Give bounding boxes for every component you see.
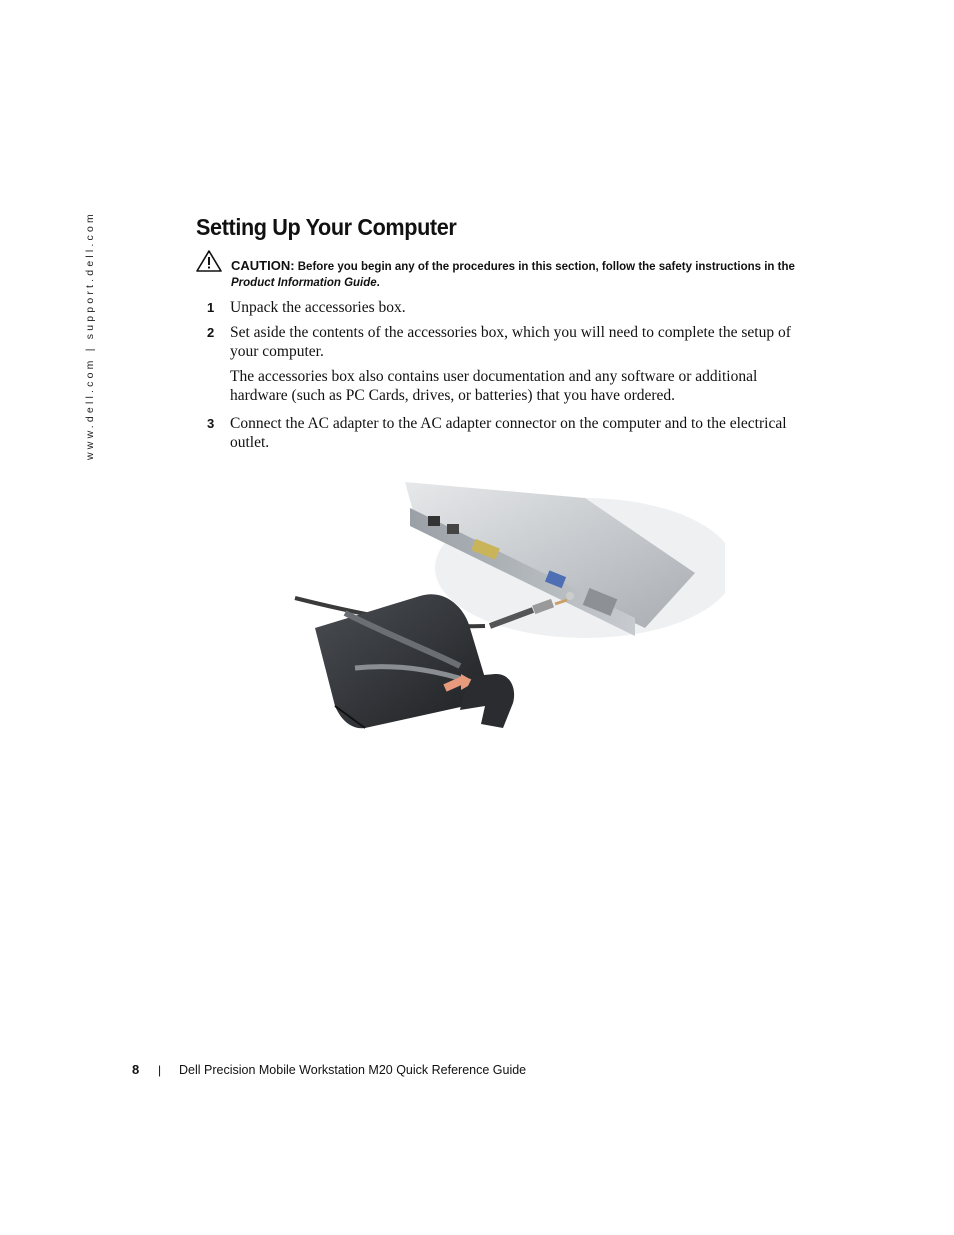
step-number: 2 xyxy=(207,325,215,340)
footer-guide-title: Dell Precision Mobile Workstation M20 Quick Reference Guide xyxy=(179,1063,527,1077)
section-title: Setting Up Your Computer xyxy=(196,214,457,240)
step-number: 1 xyxy=(207,300,215,315)
footer-separator: | xyxy=(158,1063,162,1077)
caution-icon xyxy=(195,249,223,273)
sidebar-url: www.dell.com | support.dell.com xyxy=(84,211,96,460)
caution-note: CAUTION: Before you begin any of the procedures in this section, follow the safety instructions in the Product Information Guide. xyxy=(231,258,795,289)
page-number: 8 xyxy=(132,1062,140,1077)
step-number: 3 xyxy=(207,416,215,431)
caution-guide: Product Information Guide xyxy=(231,277,377,289)
step-text: Connect the AC adapter to the AC adapter connector on the computer and to the electrical outlet. xyxy=(230,415,787,451)
step-note: The accessories box also contains user documentation and any software or additional hardware (such as PC Cards, drives, or batteries) that you have ordered. xyxy=(230,368,758,404)
caution-text: Before you begin any of the procedures in this section, follow the safety instructions in the xyxy=(297,261,795,273)
ac-adapter-illustration xyxy=(285,478,725,738)
step-text: Set aside the contents of the accessories box, which you will need to complete the setup of your computer. xyxy=(230,324,791,360)
caution-label: CAUTION: xyxy=(231,258,295,273)
step-text: Unpack the accessories box. xyxy=(230,299,406,316)
